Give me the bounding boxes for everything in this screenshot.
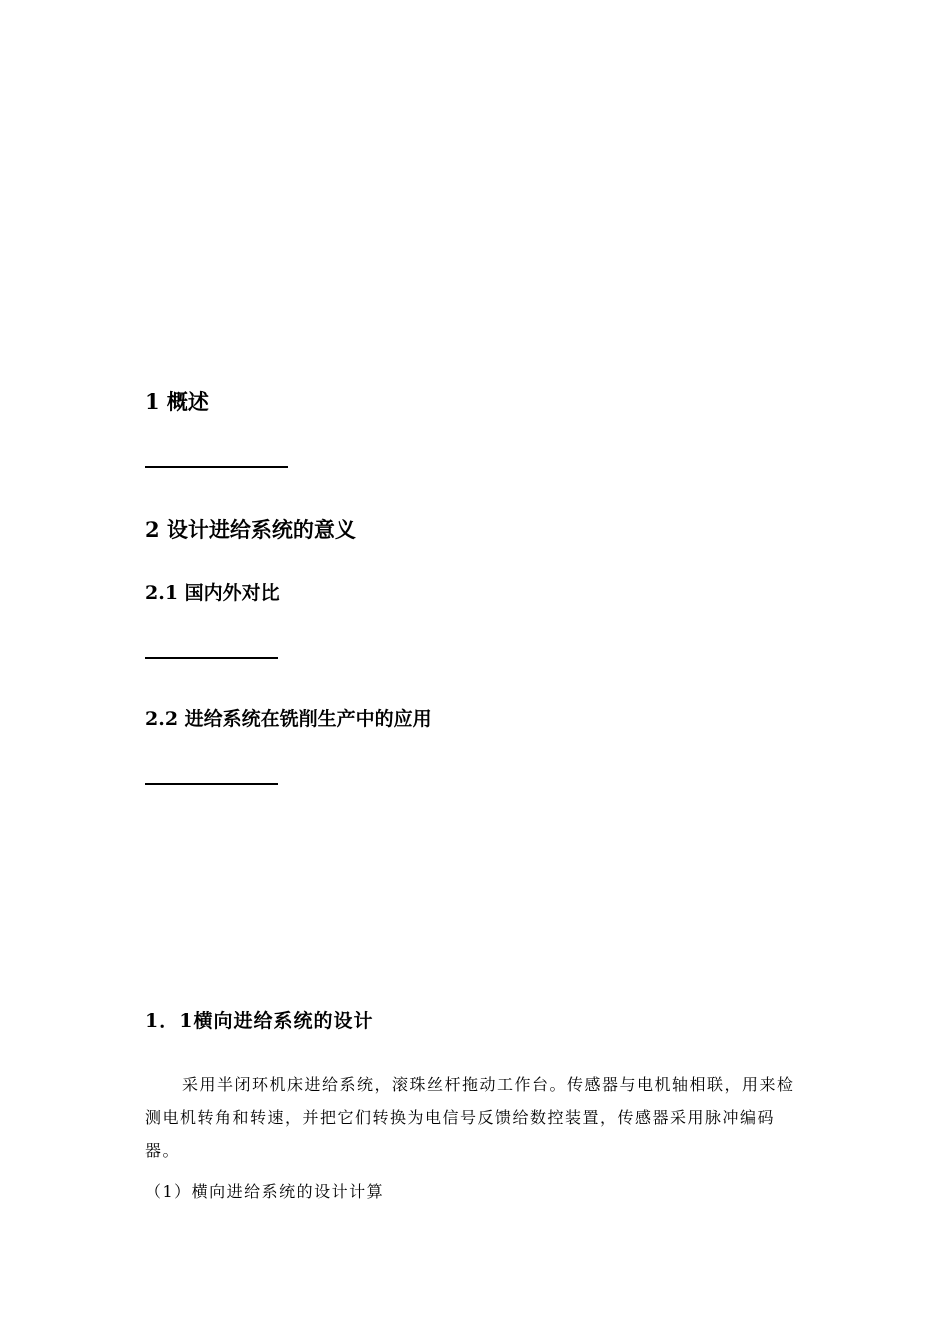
- blank-rule: [145, 466, 288, 468]
- heading-overview: 1 概述: [145, 389, 209, 414]
- blank-rule: [145, 783, 278, 785]
- heading-comparison: 2.1 国内外对比: [145, 582, 280, 604]
- blank-rule: [145, 657, 278, 659]
- subheading: （1）横向进给系统的设计计算: [145, 1182, 385, 1201]
- heading-significance: 2 设计进给系统的意义: [145, 517, 356, 542]
- body-paragraph: [145, 1068, 807, 1167]
- heading-application: 2.2 进给系统在铣削生产中的应用: [145, 708, 432, 730]
- section-title: 1．1横向进给系统的设计: [145, 1010, 374, 1032]
- paragraph-text: 采用半闭环机床进给系统，滚珠丝杆拖动工作台。传感器与电机轴相联，用来检测电机转角和转速，并把它们转换为电信号反馈给数控装置，传感器采用脉冲编码器。: [145, 1075, 795, 1160]
